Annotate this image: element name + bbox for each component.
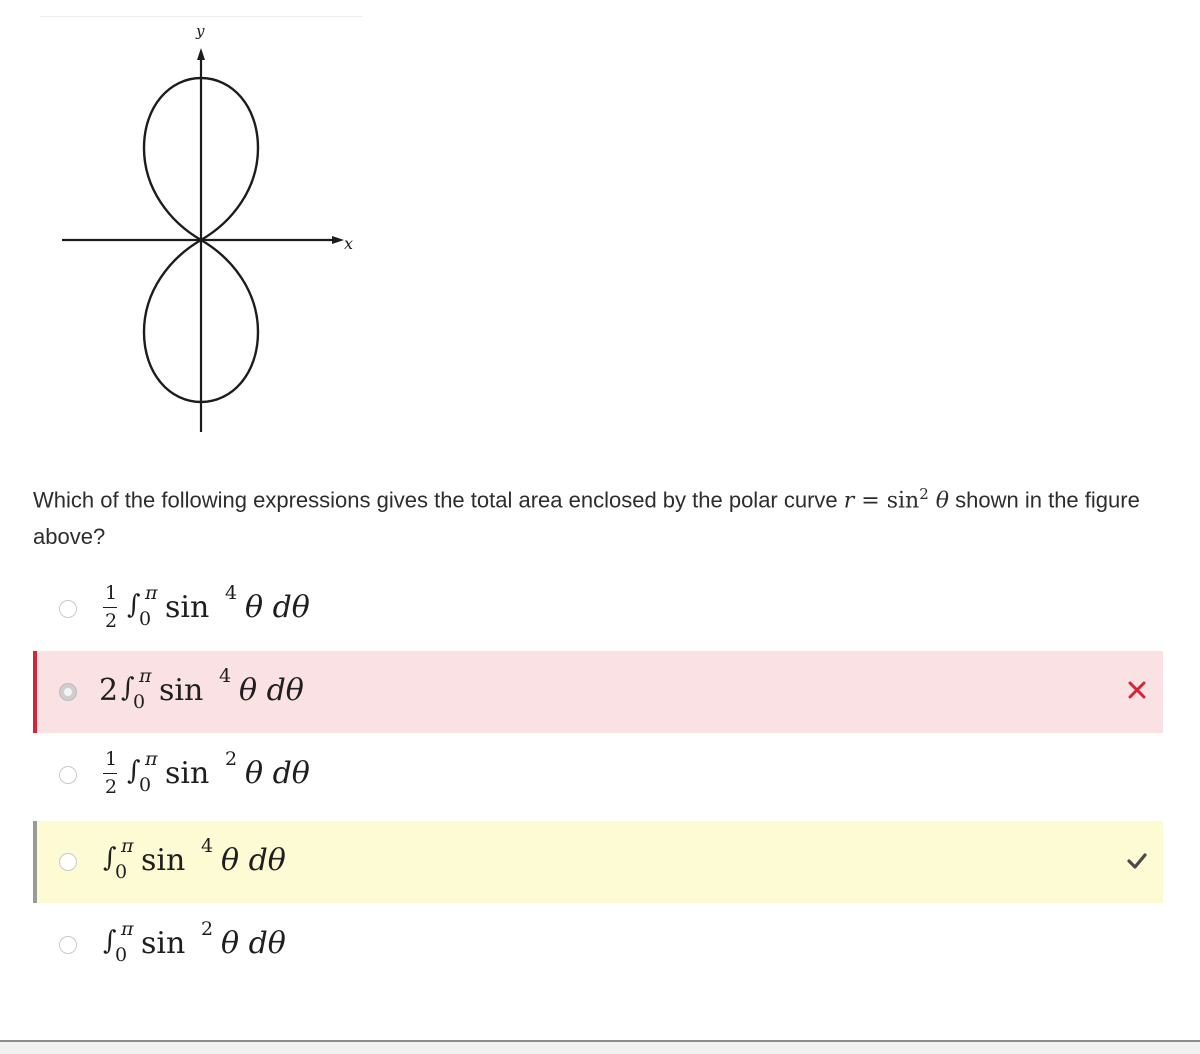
curve-variable: r [843, 488, 855, 514]
function-name: sin [141, 926, 186, 961]
curve-equation: = sin [854, 488, 920, 514]
lower-limit: 0 [139, 608, 152, 630]
lower-limit: 0 [115, 861, 128, 883]
polar-curve-figure [40, 14, 380, 434]
curve-theta: θ [928, 488, 950, 514]
upper-limit: π [145, 582, 158, 604]
lower-limit: 0 [115, 944, 128, 966]
x-axis-arrow [332, 236, 344, 244]
upper-limit: π [139, 665, 152, 687]
integrand-tail: θ dθ [245, 756, 310, 791]
integral-sign: ∫ [103, 926, 117, 956]
question-text-start: Which of the following expressions gives the total area enclosed by the polar curve [33, 487, 844, 513]
x-axis-label: x [344, 234, 354, 253]
power: 4 [201, 835, 214, 857]
power: 2 [201, 918, 214, 940]
upper-limit: π [121, 918, 134, 940]
integral-sign: ∫ [121, 673, 135, 703]
lower-limit: 0 [133, 691, 146, 713]
question-text [33, 476, 1173, 555]
integral-sign: ∫ [127, 756, 141, 786]
function-name: sin [159, 673, 204, 708]
fraction-denominator: 2 [105, 610, 118, 632]
coefficient: 2 [99, 673, 119, 708]
function-name: sin [141, 843, 186, 878]
integrand-tail: θ dθ [245, 590, 310, 625]
radio-button-selected[interactable] [59, 683, 77, 701]
y-axis-label: y [196, 22, 205, 40]
integrand-tail: θ dθ [221, 843, 286, 878]
function-name: sin [165, 756, 210, 791]
radio-button[interactable] [59, 853, 77, 871]
x-icon [1125, 677, 1149, 703]
radio-button[interactable] [59, 766, 77, 784]
lower-limit: 0 [139, 774, 152, 796]
curve-exponent: 2 [919, 485, 929, 503]
fraction-bar [103, 773, 117, 774]
integral-sign: ∫ [127, 590, 141, 620]
power: 4 [219, 665, 232, 687]
radio-button[interactable] [59, 600, 77, 618]
radio-button[interactable] [59, 936, 77, 954]
fraction-numerator: 1 [105, 748, 118, 770]
answer-option-2[interactable] [33, 651, 1163, 733]
y-axis-arrow [197, 48, 205, 60]
fraction-bar [103, 607, 117, 608]
answer-option-5[interactable] [33, 904, 1163, 986]
fraction-numerator: 1 [105, 582, 118, 604]
question-text-end: shown in the figure above? [33, 487, 1140, 550]
upper-limit: π [121, 835, 134, 857]
answer-option-4[interactable] [33, 821, 1163, 903]
power: 2 [225, 748, 238, 770]
check-icon [1125, 847, 1149, 873]
upper-limit: π [145, 748, 158, 770]
fraction-denominator: 2 [105, 776, 118, 798]
integral-sign: ∫ [103, 843, 117, 873]
answer-option-1[interactable] [33, 568, 1163, 650]
answer-option-3[interactable] [33, 734, 1163, 816]
function-name: sin [165, 590, 210, 625]
power: 4 [225, 582, 238, 604]
integrand-tail: θ dθ [221, 926, 286, 961]
integrand-tail: θ dθ [239, 673, 304, 708]
